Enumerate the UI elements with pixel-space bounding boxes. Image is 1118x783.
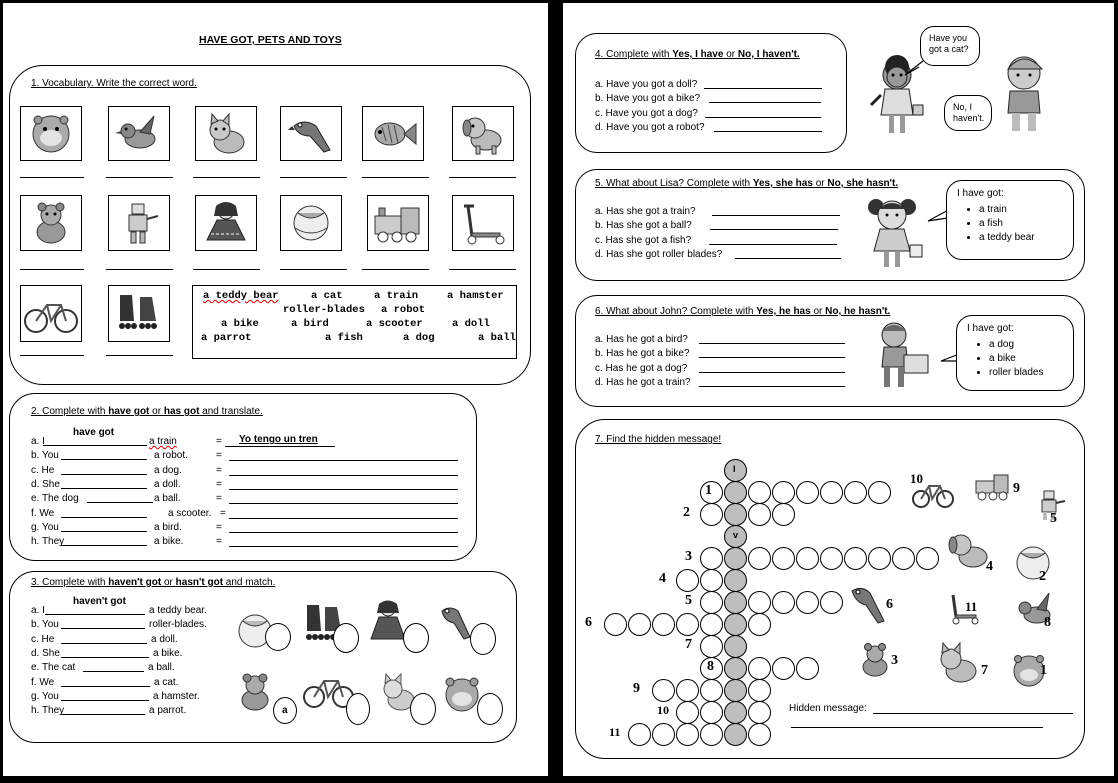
- bubble-list-item: • a fish: [979, 217, 1035, 231]
- answer-line[interactable]: [193, 177, 260, 178]
- question-text: d. Has he got a train?: [595, 376, 691, 388]
- train-picture: [973, 469, 1013, 503]
- word-bank-word: a hamster: [447, 290, 504, 302]
- answer-line[interactable]: [61, 545, 147, 546]
- answer-line[interactable]: [61, 657, 149, 658]
- question-text: d. Has she got roller blades?: [595, 248, 723, 260]
- puzzle-row-number: 11: [609, 725, 621, 739]
- bubble-tail: [903, 59, 927, 79]
- sentence-object: a hamster.: [153, 690, 200, 702]
- puzzle-circle[interactable]: [868, 547, 891, 570]
- answer-line[interactable]: [61, 686, 150, 687]
- sentence-subject: f. We: [31, 676, 55, 688]
- puzzle-circle[interactable]: [604, 613, 627, 636]
- sentence-object: a cat.: [154, 676, 179, 688]
- puzzle-key-circle[interactable]: [724, 503, 747, 526]
- sentence-object: a parrot.: [149, 705, 187, 717]
- puzzle-circle[interactable]: [676, 701, 699, 724]
- sentence-subject: d. She: [31, 478, 60, 490]
- answer-line[interactable]: [705, 117, 821, 118]
- sentence-object: a bike.: [154, 536, 184, 548]
- word-bank-word: a bird: [291, 318, 329, 330]
- clue-number: 1: [1040, 663, 1047, 678]
- parrot-picture: [280, 106, 342, 161]
- sentence-subject: b. You: [31, 450, 59, 462]
- answer-line[interactable]: [20, 355, 84, 356]
- dog-picture: [452, 106, 514, 161]
- equals-sign: =: [216, 450, 222, 462]
- sentence-subject: f. We: [31, 507, 55, 519]
- clue-number: 10: [910, 471, 923, 486]
- given-letter: I: [733, 464, 736, 474]
- sentence-object: a doll.: [154, 478, 181, 490]
- teddy-bear-picture: [20, 195, 82, 251]
- answer-line[interactable]: [61, 459, 147, 460]
- answer-line[interactable]: [83, 671, 144, 672]
- puzzle-key-circle[interactable]: [724, 701, 747, 724]
- word-bank-word: a cat: [311, 290, 343, 302]
- hidden-message-label: Hidden message:: [789, 703, 867, 714]
- answer-line[interactable]: [61, 488, 147, 489]
- ball-picture: [280, 195, 342, 251]
- worksheet-page-2: [563, 3, 1114, 776]
- puzzle-circle[interactable]: [652, 613, 675, 636]
- translation-line[interactable]: [229, 503, 458, 504]
- puzzle-row-number: 1: [705, 483, 712, 498]
- answer-line[interactable]: [61, 474, 147, 475]
- question-text: a. Have you got a doll?: [595, 79, 698, 90]
- sentence-object: a doll.: [151, 633, 178, 645]
- worksheet-title: HAVE GOT, PETS AND TOYS: [199, 34, 342, 46]
- sentence-subject: h. They: [31, 536, 65, 548]
- puzzle-key-circle[interactable]: [724, 679, 747, 702]
- word-bank-word: a scooter: [366, 318, 423, 330]
- puzzle-key-circle[interactable]: [724, 547, 747, 570]
- puzzle-circle[interactable]: [772, 591, 795, 614]
- equals-sign: =: [216, 464, 222, 476]
- puzzle-circle[interactable]: [676, 569, 699, 592]
- puzzle-circle[interactable]: [700, 635, 723, 658]
- sentence-subject: g. You: [31, 690, 59, 702]
- question-text: a. Has she got a train?: [595, 206, 696, 217]
- example-translation: Yo tengo un tren: [239, 434, 318, 445]
- answer-line[interactable]: [61, 628, 145, 629]
- answer-line[interactable]: [61, 517, 147, 518]
- roller-blades-picture: [108, 285, 170, 342]
- equals-sign: =: [216, 436, 222, 447]
- john-bubble-list: [967, 338, 1043, 380]
- match-circle[interactable]: [346, 693, 370, 725]
- ball-picture: [1013, 543, 1053, 583]
- puzzle-key-circle[interactable]: [724, 635, 747, 658]
- puzzle-circle[interactable]: [748, 723, 771, 746]
- answer-line[interactable]: [106, 355, 173, 356]
- word-bank-word: a parrot: [201, 332, 252, 344]
- puzzle-circle[interactable]: [796, 657, 819, 680]
- answer-line[interactable]: [699, 372, 845, 373]
- answer-line[interactable]: [699, 357, 845, 358]
- doll-picture: [195, 195, 257, 251]
- sentence-subject: h. They: [31, 705, 65, 717]
- puzzle-circle[interactable]: [676, 613, 699, 636]
- answer-line[interactable]: [710, 229, 838, 230]
- puzzle-key-circle[interactable]: [724, 723, 747, 746]
- puzzle-circle[interactable]: [652, 723, 675, 746]
- puzzle-row-number: 7: [685, 637, 692, 652]
- puzzle-circle[interactable]: [868, 481, 891, 504]
- answer-line[interactable]: [714, 131, 822, 132]
- bubble-list-item: • a train: [979, 203, 1035, 217]
- equals-sign: =: [216, 536, 222, 548]
- puzzle-circle[interactable]: [748, 503, 771, 526]
- puzzle-circle[interactable]: [772, 481, 795, 504]
- puzzle-circle[interactable]: [772, 547, 795, 570]
- puzzle-circle[interactable]: [748, 613, 771, 636]
- puzzle-circle[interactable]: [676, 679, 699, 702]
- bubble-question-text: Have you got a cat?: [929, 33, 969, 54]
- word-bank-word: a ball: [478, 332, 516, 344]
- lisa-bubble-title: I have got:: [957, 188, 1004, 199]
- question-text: b. Have you got a bike?: [595, 93, 701, 105]
- speech-bubble-question: [920, 26, 980, 66]
- exercise-2-heading: 2. Complete with have got or has got and translate.: [31, 406, 263, 417]
- sentence-subject: e. The cat: [31, 662, 76, 674]
- puzzle-circle[interactable]: [652, 679, 675, 702]
- sentence-object: roller-blades.: [149, 619, 207, 631]
- john-speech-bubble: [956, 315, 1074, 391]
- puzzle-circle[interactable]: [700, 547, 723, 570]
- john-character-picture: [870, 321, 942, 395]
- sentence-object: a scooter.: [168, 507, 212, 519]
- teddy-bear-picture: [855, 641, 895, 681]
- john-bubble-title: I have got:: [967, 323, 1014, 334]
- exercise-1-heading: 1. Vocabulary. Write the correct word.: [31, 78, 197, 89]
- puzzle-circle[interactable]: [772, 657, 795, 680]
- question-text: d. Have you got a robot?: [595, 121, 705, 133]
- robot-picture: [108, 195, 170, 251]
- speech-bubble-answer: [944, 95, 992, 131]
- puzzle-row-number: 2: [683, 505, 690, 520]
- answer-line[interactable]: [709, 102, 821, 103]
- word-bank-word: a teddy bear: [203, 290, 279, 302]
- puzzle-circle[interactable]: [700, 723, 723, 746]
- answer-line[interactable]: [449, 269, 516, 270]
- puzzle-circle[interactable]: [796, 591, 819, 614]
- sentence-object: a robot.: [154, 450, 188, 462]
- given-letter: v: [733, 530, 739, 540]
- answer-line[interactable]: [61, 714, 145, 715]
- answer-line[interactable]: [106, 177, 173, 178]
- clue-number: 9: [1013, 481, 1020, 496]
- lisa-speech-bubble: [946, 180, 1074, 260]
- example-answer: have got: [73, 427, 115, 438]
- scooter-picture: [452, 195, 514, 251]
- clue-number: 11: [965, 599, 978, 614]
- puzzle-circle[interactable]: [844, 481, 867, 504]
- puzzle-row-number: 5: [685, 593, 692, 608]
- exercise-7-heading: 7. Find the hidden message!: [595, 434, 722, 445]
- word-bank-word: a dog: [403, 332, 435, 344]
- puzzle-circle[interactable]: [892, 547, 915, 570]
- puzzle-row-number: 4: [659, 571, 666, 586]
- translation-line[interactable]: [229, 460, 458, 461]
- bird-picture: [108, 106, 170, 161]
- answer-line[interactable]: [61, 531, 147, 532]
- puzzle-row-number: 9: [633, 681, 640, 696]
- equals-sign: =: [216, 478, 222, 490]
- fish-picture: [362, 106, 424, 161]
- clue-number: 3: [891, 653, 898, 668]
- answer-line[interactable]: [106, 269, 173, 270]
- bubble-answer-text: No, I haven't.: [953, 102, 985, 123]
- answer-line[interactable]: [61, 643, 147, 644]
- word-bank-word: roller-blades: [283, 304, 365, 316]
- word-bank-word: a bike: [221, 318, 259, 330]
- sentence-subject: a. I: [31, 436, 45, 447]
- puzzle-circle[interactable]: [796, 481, 819, 504]
- answer-line[interactable]: [699, 343, 845, 344]
- equals-sign: =: [220, 507, 226, 519]
- exercise-3-heading: 3. Complete with haven't got or hasn't got and match.: [31, 577, 276, 588]
- sentence-object: a dog.: [154, 464, 182, 476]
- lisa-bubble-list: [957, 203, 1035, 245]
- exercise-2-box: [9, 393, 477, 561]
- match-circle[interactable]: [410, 693, 436, 725]
- answer-line[interactable]: [362, 269, 429, 270]
- bike-picture: [911, 477, 955, 511]
- match-circle[interactable]: [333, 623, 359, 653]
- puzzle-circle[interactable]: [820, 591, 843, 614]
- word-bank-word: a fish: [325, 332, 363, 344]
- sentence-subject: c. He: [31, 633, 55, 645]
- bike-picture: [20, 285, 82, 342]
- puzzle-circle[interactable]: [820, 547, 843, 570]
- match-circle[interactable]: [265, 623, 291, 651]
- answer-line[interactable]: [704, 88, 822, 89]
- answer-line[interactable]: [20, 269, 84, 270]
- answer-line[interactable]: [20, 177, 84, 178]
- sentence-object: a ball.: [148, 662, 175, 674]
- puzzle-circle[interactable]: [628, 723, 651, 746]
- question-text: b. Has she got a ball?: [595, 220, 692, 232]
- bubble-list-item: • a bike: [989, 352, 1043, 366]
- translation-line[interactable]: [229, 475, 458, 476]
- cat-picture: [195, 106, 257, 161]
- puzzle-key-circle[interactable]: [724, 591, 747, 614]
- puzzle-circle[interactable]: [700, 591, 723, 614]
- puzzle-row-number: 3: [685, 549, 692, 564]
- sentence-object: a bike.: [153, 647, 183, 659]
- clue-number: 5: [1050, 511, 1057, 526]
- answer-line[interactable]: [449, 177, 516, 178]
- sentence-subject: c. He: [31, 464, 55, 476]
- puzzle-key-circle[interactable]: [724, 657, 747, 680]
- match-circle[interactable]: [477, 693, 503, 725]
- puzzle-circle[interactable]: [772, 503, 795, 526]
- translation-line[interactable]: [229, 546, 458, 547]
- bubble-list-item: • a teddy bear: [979, 231, 1035, 245]
- clue-number: 8: [1044, 615, 1051, 630]
- question-text: b. Has he got a bike?: [595, 348, 690, 360]
- translation-line[interactable]: [229, 532, 458, 533]
- example-answer: haven't got: [73, 596, 126, 607]
- clue-number: 4: [986, 559, 993, 574]
- hamster-picture: [20, 106, 82, 161]
- puzzle-circle[interactable]: [748, 591, 771, 614]
- sentence-subject: e. The dog: [31, 493, 79, 505]
- question-text: a. Has he got a bird?: [595, 334, 688, 345]
- match-circle[interactable]: [403, 623, 429, 653]
- question-text: c. Has he got a dog?: [595, 362, 688, 374]
- translation-line[interactable]: [229, 518, 458, 519]
- translation-line[interactable]: [229, 489, 458, 490]
- sentence-subject: d. She: [31, 647, 60, 659]
- sentence-subject: a. I: [31, 605, 45, 616]
- puzzle-circle[interactable]: [748, 701, 771, 724]
- puzzle-circle[interactable]: [916, 547, 939, 570]
- hidden-message-line-2[interactable]: [791, 727, 1043, 728]
- exercise-4-heading: 4. Complete with Yes, I have or No, I haven't.: [595, 49, 800, 60]
- translation-line[interactable]: [225, 446, 335, 447]
- puzzle-circle[interactable]: [700, 679, 723, 702]
- puzzle-circle[interactable]: [748, 481, 771, 504]
- puzzle-circle[interactable]: [820, 481, 843, 504]
- clue-number: 7: [981, 663, 988, 678]
- puzzle-row-number: 10: [657, 703, 669, 717]
- puzzle-circle[interactable]: [748, 679, 771, 702]
- puzzle-circle[interactable]: [700, 503, 723, 526]
- match-circle[interactable]: [470, 623, 496, 655]
- bubble-list-item: • a dog: [989, 338, 1043, 352]
- lisa-character-picture: [856, 193, 928, 271]
- puzzle-key-circle[interactable]: [724, 569, 747, 592]
- sentence-subject: g. You: [31, 521, 59, 533]
- train-picture: [367, 195, 429, 251]
- boy-character-picture: [990, 49, 1060, 135]
- answer-line[interactable]: [709, 244, 837, 245]
- answer-line[interactable]: [43, 445, 147, 446]
- puzzle-circle[interactable]: [628, 613, 651, 636]
- equals-sign: =: [216, 493, 222, 505]
- bubble-list-item: • roller blades: [989, 366, 1043, 380]
- exercise-5-heading: 5. What about Lisa? Complete with Yes, she has or No, she hasn't.: [595, 178, 899, 189]
- clue-number: 6: [886, 597, 893, 612]
- answer-line[interactable]: [280, 177, 347, 178]
- answer-line[interactable]: [699, 386, 845, 387]
- answer-line[interactable]: [735, 258, 841, 259]
- puzzle-circle[interactable]: [700, 569, 723, 592]
- puzzle-circle[interactable]: [796, 547, 819, 570]
- answer-line[interactable]: [61, 700, 149, 701]
- word-bank-word: a train: [374, 290, 419, 302]
- question-text: c. Has she got a fish?: [595, 234, 692, 246]
- example-match: a: [282, 705, 288, 716]
- sentence-object: a bird.: [154, 521, 182, 533]
- puzzle-row-number: 8: [707, 659, 714, 674]
- hidden-message-line-1[interactable]: [873, 713, 1073, 714]
- worksheet-page-1: [3, 3, 548, 776]
- clue-number: 2: [1039, 569, 1046, 584]
- word-bank-word: a robot: [381, 304, 426, 316]
- cat-picture: [933, 641, 983, 687]
- puzzle-key-circle[interactable]: [724, 613, 747, 636]
- answer-line[interactable]: [712, 215, 840, 216]
- answer-line[interactable]: [45, 614, 145, 615]
- word-bank-word: a doll: [452, 318, 490, 330]
- puzzle-circle[interactable]: [748, 547, 771, 570]
- equals-sign: =: [216, 521, 222, 533]
- exercise-6-heading: 6. What about John? Complete with Yes, he has or No, he hasn't.: [595, 306, 891, 317]
- answer-line[interactable]: [280, 269, 347, 270]
- puzzle-circle[interactable]: [676, 723, 699, 746]
- question-text: c. Have you got a dog?: [595, 107, 698, 119]
- puzzle-circle[interactable]: [844, 547, 867, 570]
- sentence-subject: b. You: [31, 619, 59, 631]
- answer-line[interactable]: [87, 502, 153, 503]
- puzzle-row-number: 6: [585, 615, 592, 630]
- sentence-object: a train: [149, 436, 177, 447]
- sentence-object: a ball.: [154, 493, 181, 505]
- sentence-object: a teddy bear.: [149, 605, 207, 616]
- puzzle-key-circle[interactable]: [724, 481, 747, 504]
- puzzle-circle[interactable]: [700, 613, 723, 636]
- puzzle-circle[interactable]: [700, 701, 723, 724]
- puzzle-circle[interactable]: [748, 657, 771, 680]
- answer-line[interactable]: [193, 269, 260, 270]
- answer-line[interactable]: [362, 177, 429, 178]
